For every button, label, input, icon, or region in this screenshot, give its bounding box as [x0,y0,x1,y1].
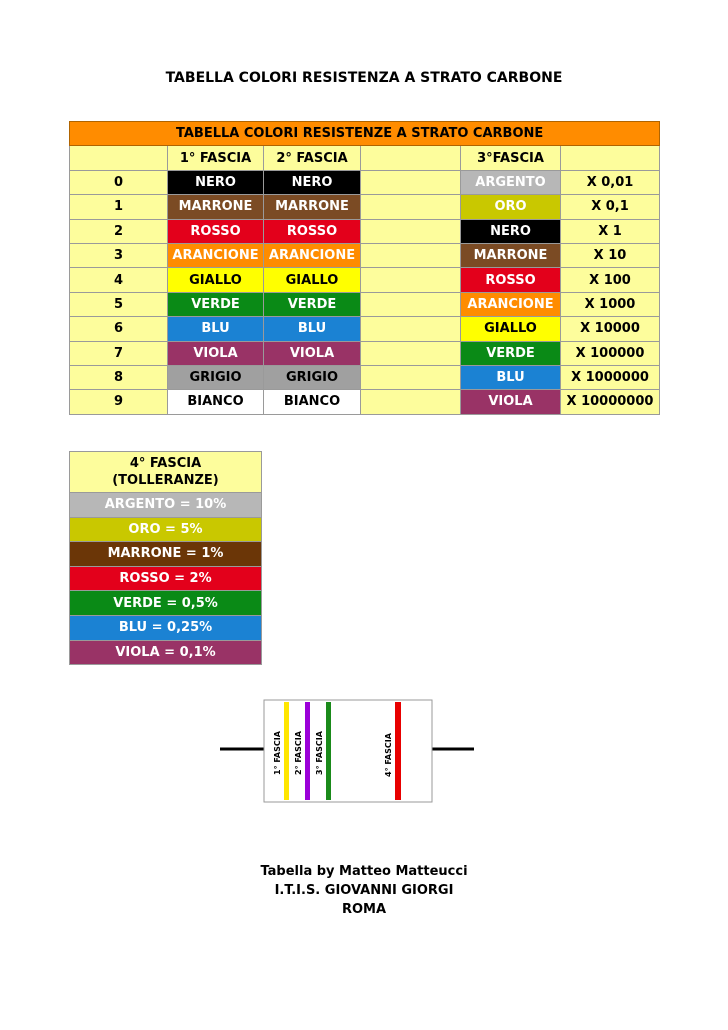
tolerance-row [70,640,262,665]
fascia2-cell: NERO [264,170,361,194]
table-row [70,170,660,194]
column-header-fascia2: 2° FASCIA [264,146,361,170]
fascia3-cell: ARGENTO [461,170,561,194]
tolerance-item: VERDE = 0,5% [70,591,262,616]
page-title: TABELLA COLORI RESISTENZA A STRATO CARBONE [165,70,563,86]
resistor-band-3 [326,702,331,800]
tolerance-item: ROSSO = 2% [70,566,262,591]
empty-cell [361,243,461,267]
table-row [70,365,660,389]
tolerance-item: BLU = 0,25% [70,615,262,640]
digit-cell: 4 [70,268,168,292]
table-row [70,268,660,292]
tolerance-row [70,591,262,616]
fascia2-cell: BIANCO [264,390,361,414]
digit-cell: 2 [70,219,168,243]
empty-cell [361,195,461,219]
multiplier-cell: X 1000 [561,292,660,316]
column-header-fascia3: 3°FASCIA [461,146,561,170]
fascia2-cell: BLU [264,317,361,341]
empty-cell [361,317,461,341]
fascia1-cell: GIALLO [168,268,264,292]
fascia2-cell: VIOLA [264,341,361,365]
empty-cell [361,219,461,243]
fascia1-cell: BIANCO [168,390,264,414]
column-header-multiplier [561,146,660,170]
empty-cell [361,268,461,292]
fascia3-cell: VERDE [461,341,561,365]
tolerance-item: VIOLA = 0,1% [70,640,262,665]
multiplier-cell: X 100 [561,268,660,292]
tolerance-row [70,493,262,518]
table-row [70,390,660,414]
fascia2-cell: VERDE [264,292,361,316]
table-row [70,195,660,219]
tolerance-row [70,615,262,640]
multiplier-cell: X 1 [561,219,660,243]
table-header-row [70,122,660,146]
column-header-empty [361,146,461,170]
footer-city: ROMA [341,902,387,917]
digit-cell: 3 [70,243,168,267]
fascia2-cell: MARRONE [264,195,361,219]
resistor-band-2-label: 2° FASCIA [294,731,303,775]
empty-cell [361,170,461,194]
empty-cell [361,365,461,389]
multiplier-cell: X 1000000 [561,365,660,389]
footer-author: Tabella by Matteo Matteucci [260,864,468,879]
resistor-body [264,700,432,802]
multiplier-cell: X 0,1 [561,195,660,219]
digit-cell: 0 [70,170,168,194]
resistor-band-3-label: 3° FASCIA [315,731,324,775]
multiplier-cell: X 10 [561,243,660,267]
column-header-fascia1: 1° FASCIA [168,146,264,170]
tolerance-row [70,566,262,591]
tolerance-item: ORO = 5% [70,517,262,542]
digit-cell: 6 [70,317,168,341]
fascia2-cell: GIALLO [264,268,361,292]
resistor-band-4-label: 4° FASCIA [384,733,393,777]
fascia1-cell: VIOLA [168,341,264,365]
empty-cell [361,341,461,365]
table-header: TABELLA COLORI RESISTENZE A STRATO CARBONE [70,122,660,146]
multiplier-cell: X 10000000 [561,390,660,414]
color-code-table [69,121,660,415]
fascia3-cell: NERO [461,219,561,243]
fascia3-cell: GIALLO [461,317,561,341]
fascia3-cell: ORO [461,195,561,219]
digit-cell: 9 [70,390,168,414]
table-row [70,292,660,316]
multiplier-cell: X 0,01 [561,170,660,194]
empty-cell [361,292,461,316]
resistor-band-1 [284,702,289,800]
fascia2-cell: GRIGIO [264,365,361,389]
resistor-diagram [220,695,480,805]
table-row [70,341,660,365]
resistor-band-2 [305,702,310,800]
digit-cell: 8 [70,365,168,389]
fascia1-cell: BLU [168,317,264,341]
tolerance-header [70,452,262,493]
resistor-band-1-label: 1° FASCIA [273,731,282,775]
fascia1-cell: MARRONE [168,195,264,219]
multiplier-cell: X 100000 [561,341,660,365]
fascia3-cell: MARRONE [461,243,561,267]
fascia2-cell: ARANCIONE [264,243,361,267]
table-row [70,317,660,341]
fascia3-cell: ROSSO [461,268,561,292]
footer-school: I.T.I.S. GIOVANNI GIORGI [274,883,454,898]
tolerance-row [70,517,262,542]
column-header-number [70,146,168,170]
tolerance-header-line2: (TOLLERANZE) [112,473,219,488]
fascia2-cell: ROSSO [264,219,361,243]
digit-cell: 1 [70,195,168,219]
table-row [70,243,660,267]
footer [0,862,728,919]
tolerance-table [69,451,262,665]
digit-cell: 5 [70,292,168,316]
multiplier-cell: X 10000 [561,317,660,341]
tolerance-item: ARGENTO = 10% [70,493,262,518]
fascia1-cell: ARANCIONE [168,243,264,267]
fascia1-cell: ROSSO [168,219,264,243]
fascia1-cell: VERDE [168,292,264,316]
column-header-row [70,146,660,170]
tolerance-row [70,542,262,567]
table-row [70,219,660,243]
fascia3-cell: BLU [461,365,561,389]
fascia1-cell: GRIGIO [168,365,264,389]
fascia1-cell: NERO [168,170,264,194]
digit-cell: 7 [70,341,168,365]
tolerance-header-line1: 4° FASCIA [129,456,202,471]
resistor-band-4 [395,702,401,800]
fascia3-cell: VIOLA [461,390,561,414]
empty-cell [361,390,461,414]
tolerance-item: MARRONE = 1% [70,542,262,567]
fascia3-cell: ARANCIONE [461,292,561,316]
